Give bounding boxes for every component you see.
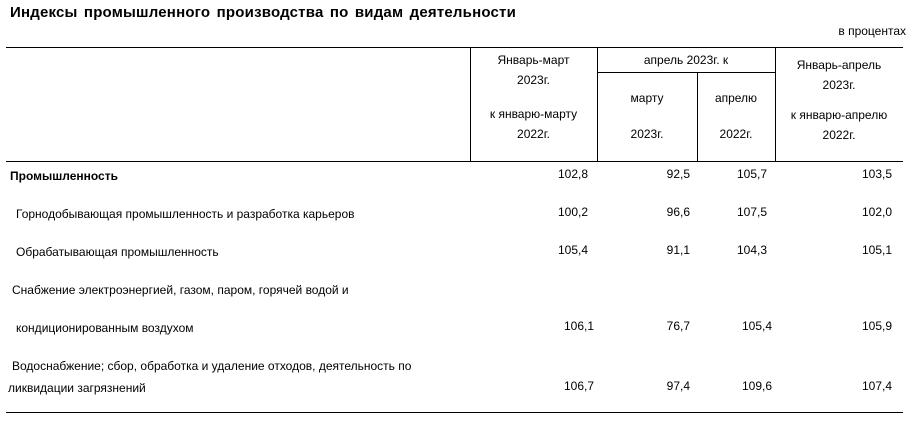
header-text: апрелю <box>714 91 758 105</box>
header-text: Январь-март <box>497 53 570 67</box>
header-text: к январю-марту <box>489 107 578 121</box>
table-bottom-border <box>6 412 903 413</box>
group-header-divider <box>597 72 775 73</box>
table-cell: 104,3 <box>736 243 767 257</box>
table-cell: 107,5 <box>736 205 767 219</box>
table-cell: 105,4 <box>741 319 772 333</box>
table-cell: 102,0 <box>861 205 892 219</box>
header-text: 2022г. <box>517 127 550 141</box>
table-cell: 107,4 <box>861 379 892 393</box>
header-text: 2023г. <box>822 78 856 92</box>
table-cell: 91,1 <box>666 243 690 257</box>
header-col-march <box>597 80 697 152</box>
header-col-jan-mar <box>470 50 597 144</box>
table-cell: 96,6 <box>666 205 690 219</box>
page-title: Индексы промышленного производства по видам деятельности <box>10 4 517 21</box>
row-label-electricity-cont: кондиционированным воздухом <box>16 321 194 335</box>
table-cell: 102,8 <box>557 167 588 181</box>
header-text: 2023г. <box>517 73 550 87</box>
table-cell: 109,6 <box>741 379 772 393</box>
table-cell: 97,4 <box>666 379 690 393</box>
header-text: 2022г. <box>822 128 856 142</box>
header-text: марту <box>630 91 664 105</box>
table-cell: 106,1 <box>563 319 594 333</box>
table-cell: 105,9 <box>861 319 892 333</box>
header-text: к январю-апрелю <box>790 108 888 122</box>
row-label-mining: Горнодобывающая промышленность и разработка карьеров <box>16 207 355 221</box>
table-cell: 105,7 <box>736 167 767 181</box>
row-label-industry: Промышленность <box>10 169 118 183</box>
table-cell: 105,1 <box>861 243 892 257</box>
header-col-jan-apr <box>775 55 903 145</box>
header-group-april: апрель 2023г. к <box>643 53 729 67</box>
row-label-water-cont: ликвидации загрязнений <box>8 381 146 395</box>
table-cell: 106,7 <box>563 379 594 393</box>
row-label-manufacturing: Обрабатывающая промышленность <box>16 245 219 259</box>
unit-label: в процентах <box>838 24 906 38</box>
table-cell: 100,2 <box>557 205 588 219</box>
header-bottom-border <box>6 161 903 162</box>
table-cell: 103,5 <box>861 167 892 181</box>
table-cell: 105,4 <box>557 243 588 257</box>
row-label-electricity: Снабжение электроэнергией, газом, паром, горячей водой и <box>12 283 349 297</box>
header-text: 2022г. <box>719 127 753 141</box>
table-top-border <box>6 47 903 48</box>
table-cell: 92,5 <box>666 167 690 181</box>
header-col-april-prev <box>697 80 775 152</box>
header-text: 2023г. <box>630 127 664 141</box>
header-text: Январь-апрель <box>796 58 882 72</box>
table-cell: 76,7 <box>666 319 690 333</box>
row-label-water: Водоснабжение; сбор, обработка и удаление отходов, деятельность по <box>12 359 412 373</box>
